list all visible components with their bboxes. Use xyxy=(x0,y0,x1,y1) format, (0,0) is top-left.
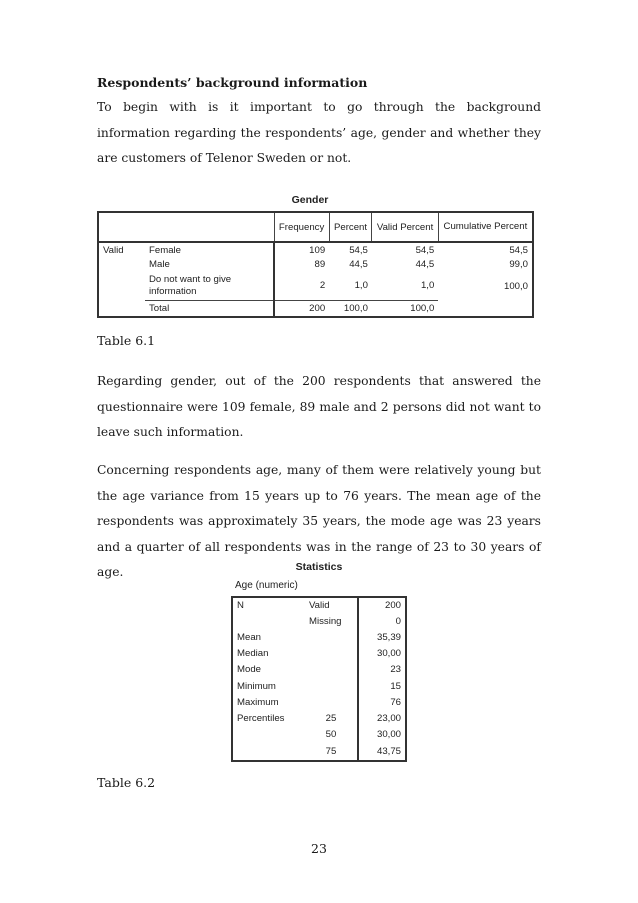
stats-value-minimum: 15 xyxy=(358,678,406,694)
stats-table-title: Statistics xyxy=(295,561,343,573)
stats-value-maximum: 76 xyxy=(358,694,406,710)
gender-table-title: Gender xyxy=(291,194,329,206)
stats-value-p50: 30,00 xyxy=(358,727,406,743)
group-label-valid: Valid xyxy=(98,242,145,257)
cell-total-frequency: 200 xyxy=(274,300,329,317)
stats-sub xyxy=(305,662,358,678)
page-number: 23 xyxy=(311,841,327,856)
cell-no-info-frequency: 2 xyxy=(274,272,329,300)
stats-sub-valid: Valid xyxy=(309,600,330,612)
gender-paragraph: Regarding gender, out of the 200 respondents that answered the questionnaire were 109 female, 89 male and 2 persons did not want to leave such information. xyxy=(97,374,541,439)
cell-female-valid-percent: 54,5 xyxy=(415,244,435,256)
stats-label-blank xyxy=(232,743,305,761)
stats-label-mean: Mean xyxy=(232,629,305,645)
cell-female-cumulative: 54,5 xyxy=(438,242,533,257)
stats-sub xyxy=(305,629,358,645)
stats-label-maximum: Maximum xyxy=(232,694,305,710)
stats-value-median: 30,00 xyxy=(358,646,406,662)
header-valid-percent: Valid Percent xyxy=(372,212,438,242)
cell-female-frequency: 109 xyxy=(274,242,329,257)
cell-female-percent: 54,5 xyxy=(349,244,368,256)
stats-value-p75: 43,75 xyxy=(358,743,406,761)
stats-value-missing: 0 xyxy=(358,613,406,629)
row-label-total: Total xyxy=(145,300,274,317)
stats-value-p25: 23,00 xyxy=(358,710,406,726)
table-caption-6-1: Table 6.1 xyxy=(97,333,156,348)
cell-no-info-cumulative: 100,0 xyxy=(438,272,533,300)
cell-male-frequency: 89 xyxy=(274,257,329,272)
stats-sub-50: 50 xyxy=(325,729,337,741)
header-frequency: Frequency xyxy=(274,212,329,242)
table-caption-6-2: Table 6.2 xyxy=(97,775,156,790)
stats-table xyxy=(231,596,407,762)
intro-paragraph: To begin with is it important to go through the background information regarding the respondents’ age, gender and whether they are customers of Telenor Sweden or not. xyxy=(97,100,541,165)
row-label-female: Female xyxy=(149,244,181,256)
gender-table xyxy=(97,211,534,318)
cell-no-info-percent: 1,0 xyxy=(354,280,368,292)
stats-label-n: N xyxy=(232,597,305,613)
stats-sub xyxy=(305,678,358,694)
cell-male-percent: 44,5 xyxy=(349,259,368,270)
stats-sub-25: 25 xyxy=(325,712,337,724)
stats-label-median: Median xyxy=(232,646,305,662)
row-label-no-info: Do not want to give information xyxy=(149,273,232,297)
cell-male-cumulative: 99,0 xyxy=(438,257,533,272)
stats-sub xyxy=(305,646,358,662)
header-percent: Percent xyxy=(329,212,372,242)
age-paragraph: Concerning respondents age, many of them were relatively young but the age variance from 15 years up to 76 years. The mean age of the respondents was approximately 35 years, the mode age was 23 years and a quarter of all respondents was in the range of 23 to 30 years of age. xyxy=(97,463,541,579)
section-heading: Respondents’ background information xyxy=(97,75,368,90)
stats-label-minimum: Minimum xyxy=(232,678,305,694)
stats-sub-75: 75 xyxy=(325,745,337,757)
stats-value-mode: 23 xyxy=(358,662,406,678)
stats-label-blank xyxy=(232,613,305,629)
stats-value-mean: 35,39 xyxy=(358,629,406,645)
row-label-male: Male xyxy=(149,259,170,270)
cell-male-valid-percent: 44,5 xyxy=(415,259,435,270)
stats-value-valid: 200 xyxy=(358,597,406,613)
header-cumulative-percent: Cumulative Percent xyxy=(438,212,533,242)
stats-sub-missing: Missing xyxy=(309,615,342,627)
stats-table-subtitle: Age (numeric) xyxy=(235,580,298,591)
cell-total-cumulative xyxy=(438,300,533,317)
cell-total-percent: 100,0 xyxy=(329,300,372,317)
cell-total-valid-percent: 100,0 xyxy=(372,300,438,317)
stats-label-mode: Mode xyxy=(232,662,305,678)
stats-label-percentiles: Percentiles xyxy=(232,710,305,726)
stats-sub xyxy=(305,694,358,710)
stats-label-blank xyxy=(232,727,305,743)
cell-no-info-valid-percent: 1,0 xyxy=(420,280,435,292)
